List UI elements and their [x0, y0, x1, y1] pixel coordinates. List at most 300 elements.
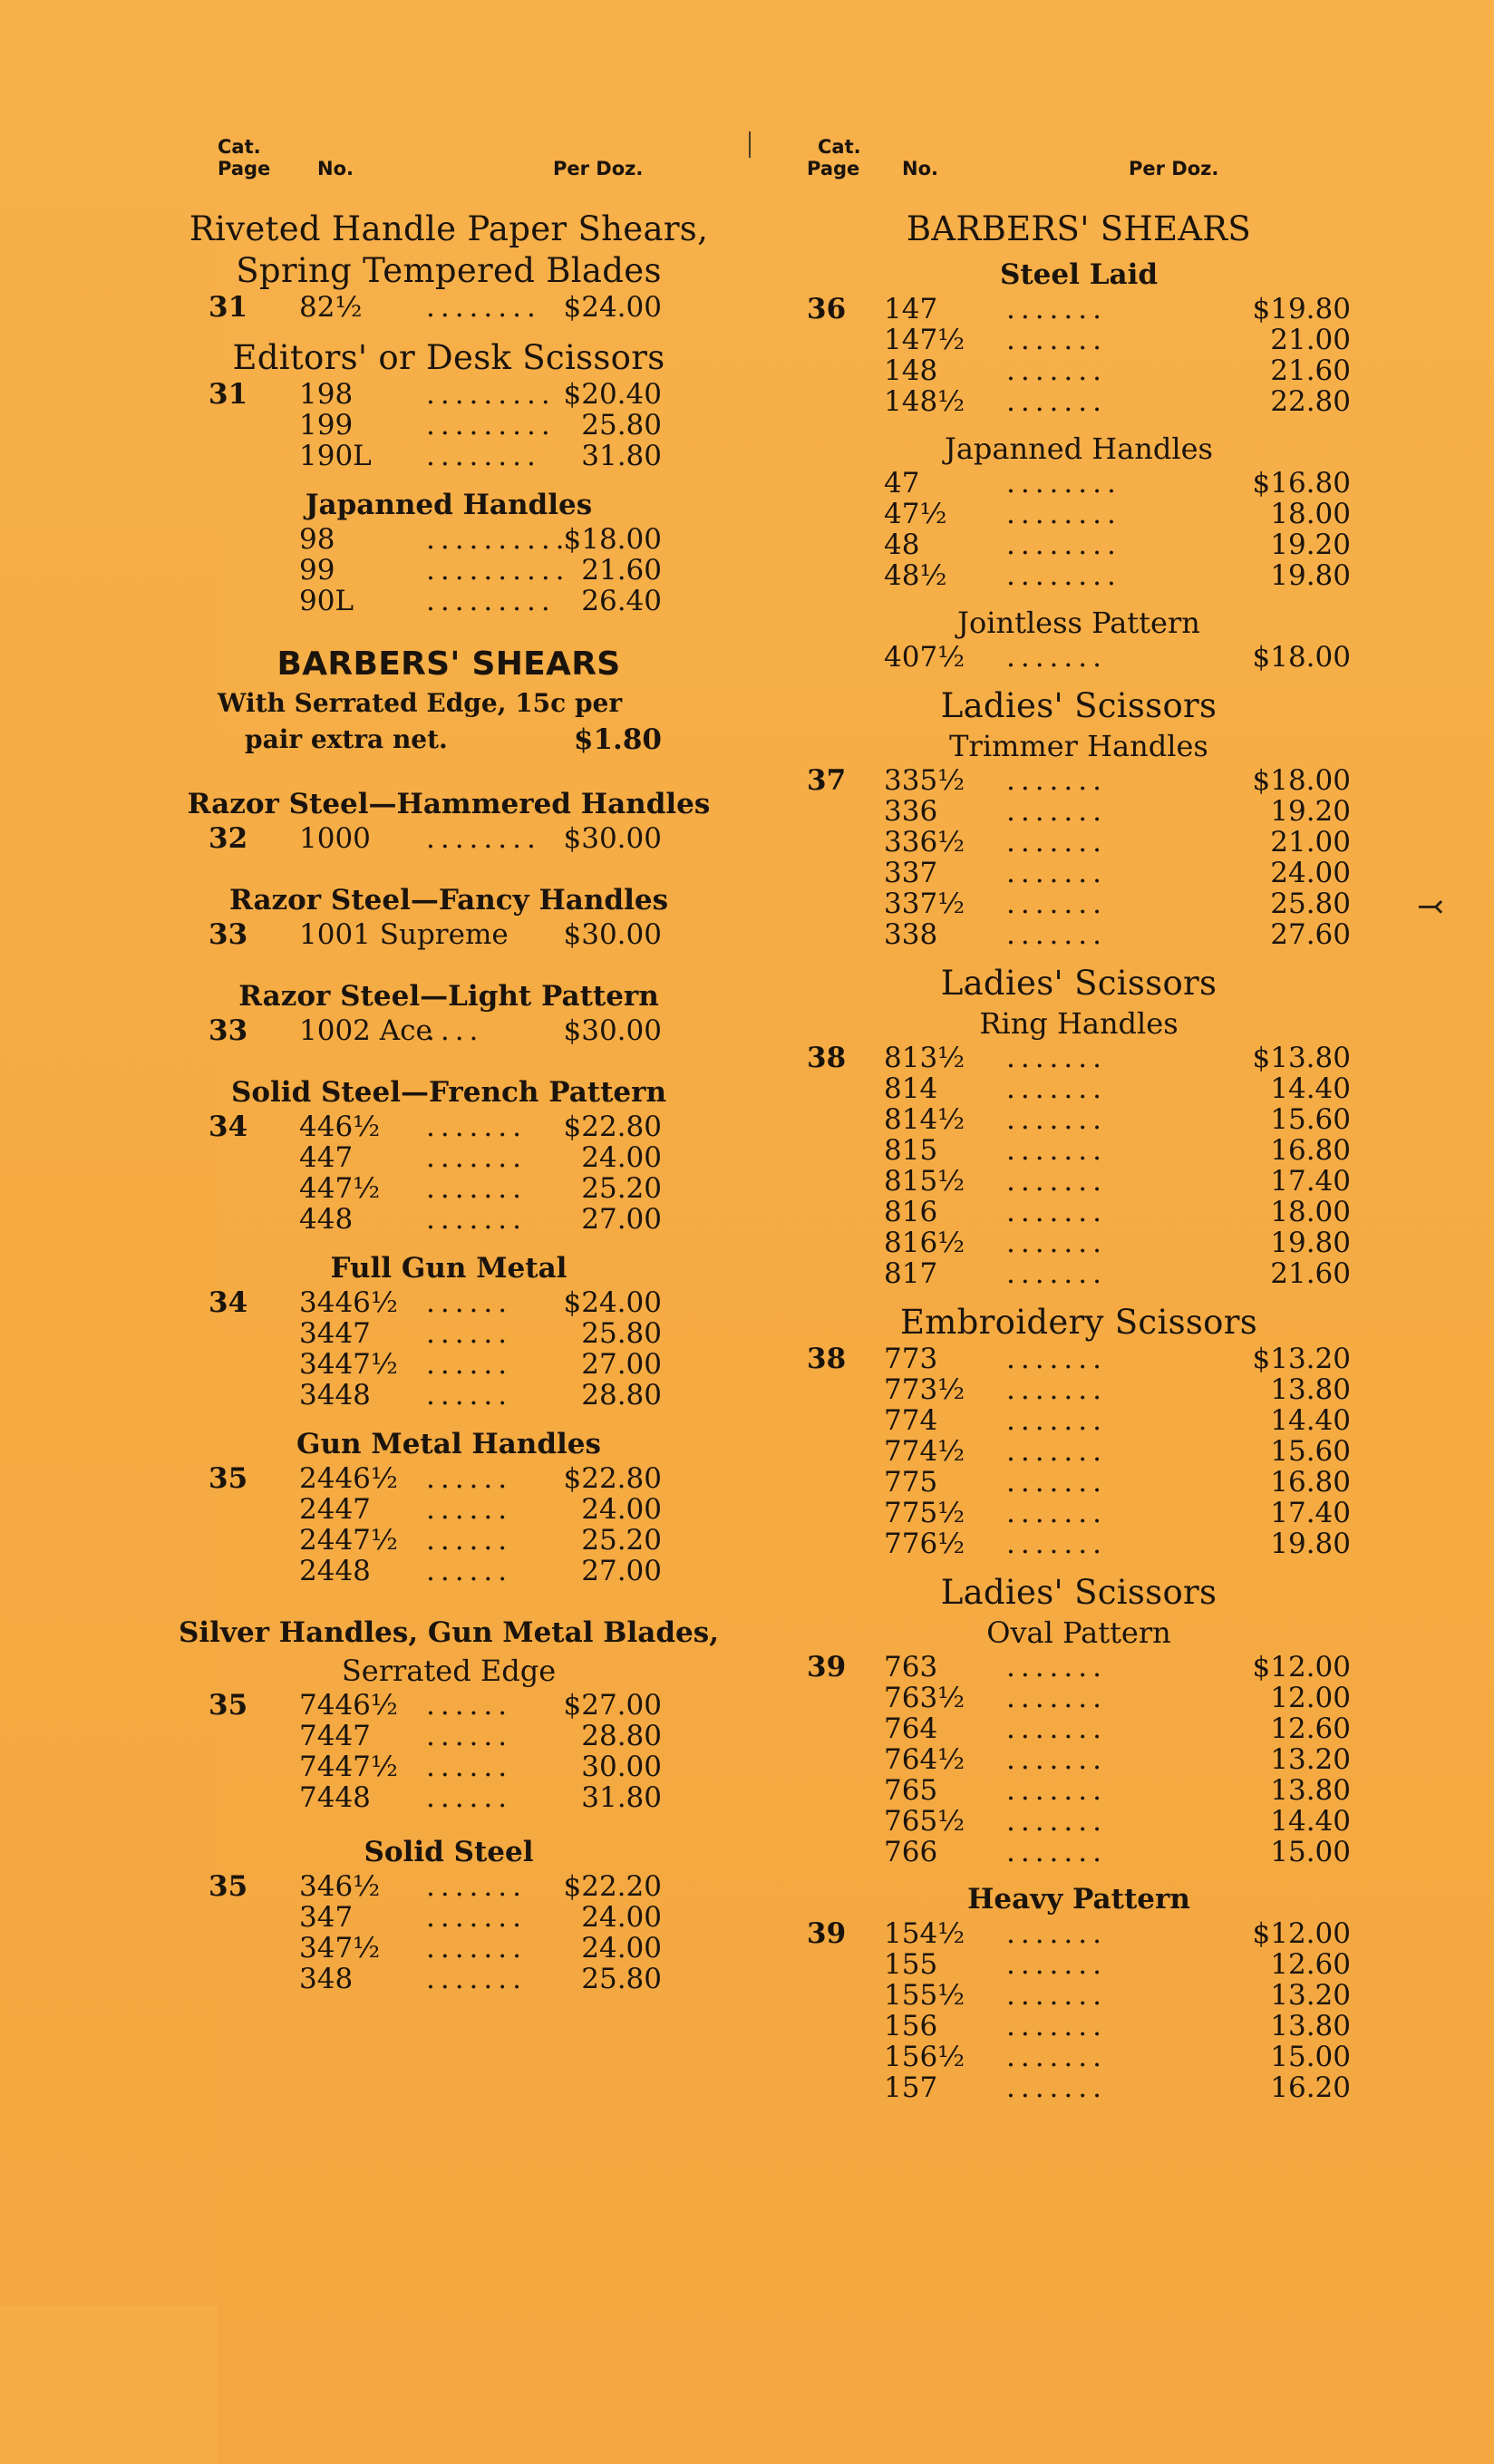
price-per-dozen: 19.80: [1270, 1227, 1351, 1259]
price-row: [807, 1498, 1351, 1528]
note-line1: With Serrated Edge, 15c per: [218, 688, 623, 718]
price-rows: [807, 642, 1351, 673]
column-header: [172, 127, 725, 199]
leader-dots: ....: [426, 1014, 484, 1047]
price-row: [807, 2072, 1351, 2103]
leader-dots: ......: [426, 1493, 513, 1526]
cat-page: 35: [209, 1870, 248, 1903]
price-per-dozen: 24.00: [581, 1901, 662, 1934]
section-embroidery: [807, 1302, 1351, 1559]
leader-dots: .......: [1006, 1435, 1107, 1468]
item-number: 335½: [884, 764, 965, 797]
leader-dots: .......: [1006, 1651, 1107, 1683]
price-row: [172, 1933, 725, 1964]
price-row: [807, 858, 1351, 888]
price-per-dozen: 24.00: [581, 1932, 662, 1964]
leader-dots: ......: [426, 1286, 513, 1319]
price-rows: [172, 1871, 725, 1994]
price-row: [807, 294, 1351, 325]
section-japanned-handles-right: [807, 430, 1351, 591]
item-number: 7447: [299, 1720, 371, 1752]
price-row: [172, 524, 725, 555]
price-per-dozen: 12.60: [1270, 1712, 1351, 1745]
price-per-dozen: 19.20: [1270, 529, 1351, 561]
price-per-dozen: $18.00: [563, 523, 662, 556]
item-number: 775½: [884, 1497, 965, 1529]
leader-dots: .......: [1006, 1497, 1107, 1529]
price-per-dozen: 12.00: [1270, 1682, 1351, 1714]
header-per-doz: Per Doz.: [1129, 158, 1219, 179]
item-number: 446½: [299, 1111, 381, 1143]
item-number: 346½: [299, 1870, 381, 1903]
price-per-dozen: 21.60: [581, 554, 662, 587]
section-razor-light: [172, 977, 725, 1046]
leader-dots: .......: [1006, 1917, 1107, 1950]
price-row: [172, 1721, 725, 1751]
leader-dots: .......: [1006, 1196, 1107, 1228]
price-row: [172, 919, 725, 950]
note-line2-text: pair extra net.: [245, 724, 448, 754]
price-row: [172, 379, 725, 410]
item-number: 3448: [299, 1379, 371, 1411]
price-row: [172, 1111, 725, 1142]
leader-dots: .......: [1006, 1165, 1107, 1198]
price-rows: [172, 1111, 725, 1235]
item-number: 407½: [884, 641, 965, 674]
item-number: 155½: [884, 1979, 965, 2012]
price-row: [172, 1287, 725, 1318]
price-row: [807, 1528, 1351, 1559]
item-number: 1001 Supreme: [299, 918, 509, 951]
cat-page: 36: [807, 293, 847, 325]
section-solid-steel: [172, 1833, 725, 1994]
price-row: [172, 1142, 725, 1173]
item-number: 817: [884, 1257, 938, 1290]
item-number: 48: [884, 529, 920, 561]
note-line2: [172, 722, 725, 758]
item-number: 773½: [884, 1373, 965, 1406]
section-riveted-shears: [172, 209, 725, 323]
price-row: [172, 1782, 725, 1813]
item-number: 2447½: [299, 1524, 398, 1557]
item-number: 775: [884, 1466, 938, 1499]
price-per-dozen: 24.00: [581, 1493, 662, 1526]
item-number: 337: [884, 857, 938, 889]
price-row: [172, 1871, 725, 1902]
section-jointless: [807, 604, 1351, 673]
cat-page: 34: [209, 1286, 248, 1319]
item-number: 3447½: [299, 1348, 398, 1381]
item-number: 815½: [884, 1165, 965, 1198]
price-per-dozen: 19.80: [1270, 559, 1351, 592]
section-razor-hammered: [172, 785, 725, 854]
price-per-dozen: $24.00: [563, 1286, 662, 1319]
leader-dots: .......: [426, 1141, 527, 1174]
price-row: [807, 1713, 1351, 1744]
price-per-dozen: 18.00: [1270, 498, 1351, 530]
item-number: 2447: [299, 1493, 371, 1526]
price-row: [807, 468, 1351, 499]
leader-dots: .......: [1006, 857, 1107, 889]
price-row: [807, 765, 1351, 796]
leader-dots: .......: [1006, 1743, 1107, 1776]
price-rows: [172, 1463, 725, 1586]
leader-dots: .......: [1006, 1042, 1107, 1074]
leader-dots: ........: [1006, 529, 1121, 561]
price-rows: [807, 765, 1351, 950]
price-per-dozen: 19.80: [1270, 1528, 1351, 1560]
item-number: 90L: [299, 585, 354, 617]
item-number: 447: [299, 1141, 354, 1174]
price-row: [807, 1405, 1351, 1436]
leader-dots: .......: [1006, 1072, 1107, 1105]
item-number: 82½: [299, 291, 363, 324]
section-title: BARBERS' SHEARS: [906, 209, 1252, 248]
price-per-dozen: 27.60: [1270, 918, 1351, 951]
section-ladies-oval: [807, 1572, 1351, 1867]
leader-dots: ..........: [426, 523, 570, 556]
cat-page: 32: [209, 822, 248, 855]
price-per-dozen: $22.80: [563, 1462, 662, 1495]
leader-dots: .......: [1006, 1979, 1107, 2012]
item-number: 773: [884, 1343, 938, 1375]
section-heavy-pattern: [807, 1880, 1351, 2103]
price-row: [172, 1525, 725, 1556]
item-number: 814: [884, 1072, 938, 1105]
price-per-dozen: 16.80: [1270, 1134, 1351, 1167]
price-rows: [807, 294, 1351, 417]
section-title: Solid Steel: [364, 1836, 534, 1868]
leader-dots: .......: [1006, 1805, 1107, 1838]
leader-dots: ........: [426, 822, 541, 855]
cat-page: 38: [807, 1343, 847, 1375]
price-per-dozen: 13.20: [1270, 1979, 1351, 2012]
item-number: 815: [884, 1134, 938, 1167]
leader-dots: .......: [1006, 324, 1107, 356]
cat-page: 31: [209, 378, 248, 411]
price-row: [172, 586, 725, 616]
item-number: 48½: [884, 559, 947, 592]
leader-dots: .......: [1006, 1774, 1107, 1807]
price-row: [172, 1964, 725, 1994]
header-cat: Cat.: [818, 136, 861, 158]
cat-page: 33: [209, 1014, 248, 1047]
leader-dots: ......: [426, 1379, 513, 1411]
section-title-line2: Serrated Edge: [341, 1654, 557, 1688]
price-row: [172, 292, 725, 323]
price-per-dozen: 25.20: [581, 1172, 662, 1205]
price-row: [807, 1467, 1351, 1498]
price-per-dozen: 31.80: [581, 440, 662, 472]
leader-dots: .......: [1006, 1404, 1107, 1437]
price-row: [807, 1258, 1351, 1289]
price-rows: [172, 524, 725, 616]
section-ladies-trimmer: [807, 685, 1351, 950]
price-row: [807, 1949, 1351, 1980]
item-number: 348: [299, 1963, 354, 1995]
item-number: 198: [299, 378, 354, 411]
price-per-dozen: 21.60: [1270, 354, 1351, 387]
item-number: 148½: [884, 385, 965, 418]
leader-dots: .......: [1006, 1257, 1107, 1290]
section-subtitle: Ring Handles: [979, 1006, 1179, 1041]
cat-page: 39: [807, 1917, 847, 1950]
cat-page: 35: [209, 1462, 248, 1495]
leader-dots: ......: [426, 1689, 513, 1722]
price-per-dozen: $13.20: [1252, 1343, 1351, 1375]
leader-dots: .......: [1006, 888, 1107, 920]
section-title: Ladies' Scissors: [940, 1573, 1218, 1612]
section-title: Razor Steel—Fancy Handles: [228, 884, 669, 917]
price-per-dozen: $18.00: [1252, 641, 1351, 674]
header-page: Page: [218, 158, 1494, 2464]
header-page: Page: [807, 158, 1494, 2464]
item-number: 147: [884, 293, 938, 325]
price-per-dozen: 24.00: [1270, 857, 1351, 889]
price-row: [172, 1902, 725, 1933]
price-rows: [807, 1043, 1351, 1289]
price-per-dozen: $22.80: [563, 1111, 662, 1143]
item-number: 2448: [299, 1555, 371, 1587]
price-row: [807, 529, 1351, 560]
item-number: 337½: [884, 888, 965, 920]
leader-dots: ........: [1006, 498, 1121, 530]
item-number: 1002 Ace: [299, 1014, 432, 1047]
price-row: [807, 2042, 1351, 2072]
price-per-dozen: $30.00: [563, 822, 662, 855]
price-row: [807, 1073, 1351, 1104]
price-rows: [172, 292, 725, 323]
leader-dots: .......: [1006, 1836, 1107, 1868]
section-title: Japanned Handles: [945, 432, 1213, 466]
price-row: [172, 1751, 725, 1782]
price-row: [172, 1318, 725, 1349]
price-row: [807, 919, 1351, 950]
section-title: Japanned Handles: [305, 489, 593, 521]
price-rows: [807, 1344, 1351, 1559]
leader-dots: ......: [426, 1317, 513, 1350]
item-number: 813½: [884, 1042, 965, 1074]
leader-dots: .......: [1006, 2071, 1107, 2104]
price-per-dozen: 21.60: [1270, 1257, 1351, 1290]
cat-page: 31: [209, 291, 248, 324]
price-row: [172, 555, 725, 586]
price-row: [807, 1344, 1351, 1374]
price-per-dozen: 13.80: [1270, 2010, 1351, 2042]
section-title: Full Gun Metal: [330, 1252, 568, 1285]
price-row: [807, 1197, 1351, 1227]
price-row: [807, 796, 1351, 827]
price-rows: [172, 379, 725, 471]
price-row: [807, 1652, 1351, 1683]
price-per-dozen: 18.00: [1270, 1196, 1351, 1228]
item-number: 47: [884, 467, 920, 500]
item-number: 448: [299, 1203, 354, 1236]
leader-dots: .......: [1006, 2010, 1107, 2042]
price-per-dozen: 27.00: [581, 1203, 662, 1236]
leader-dots: .......: [426, 1111, 527, 1143]
cat-page: 34: [209, 1111, 248, 1143]
leader-dots: .......: [1006, 1682, 1107, 1714]
item-number: 347½: [299, 1932, 381, 1964]
leader-dots: .........: [426, 378, 556, 411]
leader-dots: .......: [1006, 1466, 1107, 1499]
price-per-dozen: 17.40: [1270, 1165, 1351, 1198]
item-number: 766: [884, 1836, 938, 1868]
leader-dots: .......: [1006, 1134, 1107, 1167]
cat-page: 38: [807, 1042, 847, 1074]
section-title-line2: Spring Tempered Blades: [236, 251, 662, 290]
leader-dots: .......: [1006, 385, 1107, 418]
item-number: 447½: [299, 1172, 381, 1205]
price-row: [807, 1227, 1351, 1258]
price-row: [807, 1980, 1351, 2011]
price-row: [172, 1349, 725, 1380]
price-row: [807, 1135, 1351, 1166]
price-per-dozen: 19.20: [1270, 795, 1351, 828]
price-row: [172, 441, 725, 471]
price-row: [172, 823, 725, 854]
leader-dots: ......: [426, 1462, 513, 1495]
item-number: 763½: [884, 1682, 965, 1714]
item-number: 156½: [884, 2041, 965, 2073]
price-row: [807, 1744, 1351, 1775]
leader-dots: ......: [426, 1555, 513, 1587]
leader-dots: .......: [1006, 826, 1107, 859]
price-row: [807, 1837, 1351, 1867]
price-per-dozen: $18.00: [1252, 764, 1351, 797]
item-number: 338: [884, 918, 938, 951]
price-per-dozen: $20.40: [563, 378, 662, 411]
price-per-dozen: 21.00: [1270, 324, 1351, 356]
item-number: 7446½: [299, 1689, 398, 1722]
price-row: [807, 499, 1351, 529]
left-column: [172, 127, 725, 1994]
price-row: [807, 827, 1351, 858]
leader-dots: ........: [1006, 467, 1121, 500]
price-per-dozen: 15.60: [1270, 1103, 1351, 1136]
price-per-dozen: 22.80: [1270, 385, 1351, 418]
cat-page: 33: [209, 918, 248, 951]
leader-dots: .......: [426, 1901, 527, 1934]
leader-dots: ......: [426, 1524, 513, 1557]
price-row: [807, 642, 1351, 673]
section-razor-fancy: [172, 881, 725, 950]
price-per-dozen: 25.80: [581, 1963, 662, 1995]
leader-dots: .......: [1006, 1948, 1107, 1981]
price-rows: [807, 468, 1351, 591]
leader-dots: .......: [426, 1932, 527, 1964]
price-per-dozen: 26.40: [581, 585, 662, 617]
price-row: [172, 1556, 725, 1586]
price-per-dozen: 13.80: [1270, 1373, 1351, 1406]
price-per-dozen: 14.40: [1270, 1805, 1351, 1838]
item-number: 774: [884, 1404, 938, 1437]
price-row: [172, 1015, 725, 1046]
price-row: [807, 1806, 1351, 1837]
price-row: [807, 560, 1351, 591]
price-row: [807, 2011, 1351, 2042]
price-rows: [172, 823, 725, 854]
leader-dots: .........: [426, 585, 556, 617]
price-per-dozen: 14.40: [1270, 1072, 1351, 1105]
section-title: BARBERS' SHEARS: [276, 645, 621, 683]
leader-dots: ......: [426, 1720, 513, 1752]
leader-dots: ........: [426, 291, 541, 324]
section-title: Razor Steel—Hammered Handles: [187, 788, 711, 820]
leader-dots: .......: [1006, 1373, 1107, 1406]
item-number: 154½: [884, 1917, 965, 1950]
leader-dots: .......: [426, 1203, 527, 1236]
price-row: [807, 1104, 1351, 1135]
item-number: 199: [299, 409, 354, 441]
item-number: 190L: [299, 440, 372, 472]
price-per-dozen: 25.80: [581, 1317, 662, 1350]
item-number: 764: [884, 1712, 938, 1745]
leader-dots: .......: [426, 1870, 527, 1903]
header-cat: Cat.: [218, 136, 261, 158]
price-row: [172, 410, 725, 441]
column-header: [807, 127, 1351, 199]
price-row: [172, 1380, 725, 1411]
price-per-dozen: 25.80: [581, 409, 662, 441]
price-rows: [172, 919, 725, 950]
price-per-dozen: 24.00: [581, 1141, 662, 1174]
price-per-dozen: $19.80: [1252, 293, 1351, 325]
item-number: 148: [884, 354, 938, 387]
price-per-dozen: 14.40: [1270, 1404, 1351, 1437]
item-number: 155: [884, 1948, 938, 1981]
price-per-dozen: 25.80: [1270, 888, 1351, 920]
item-number: 3446½: [299, 1286, 398, 1319]
price-row: [172, 1173, 725, 1204]
section-title: Razor Steel—Light Pattern: [238, 980, 659, 1013]
leader-dots: .......: [1006, 1528, 1107, 1560]
item-number: 156: [884, 2010, 938, 2042]
leader-dots: .......: [1006, 354, 1107, 387]
price-per-dozen: $22.20: [563, 1870, 662, 1903]
section-title: Solid Steel—French Pattern: [230, 1076, 667, 1109]
item-number: 774½: [884, 1435, 965, 1468]
item-number: 98: [299, 523, 335, 556]
section-title: Riveted Handle Paper Shears,: [189, 209, 709, 248]
price-row: [807, 1683, 1351, 1713]
price-row: [807, 888, 1351, 919]
price-per-dozen: 27.00: [581, 1555, 662, 1587]
item-number: 7448: [299, 1781, 371, 1814]
price-per-dozen: $24.00: [563, 291, 662, 324]
price-row: [172, 1463, 725, 1494]
price-row: [172, 1204, 725, 1235]
price-row: [172, 1690, 725, 1721]
leader-dots: .......: [1006, 1103, 1107, 1136]
price-per-dozen: 12.60: [1270, 1948, 1351, 1981]
price-rows: [172, 1015, 725, 1046]
section-japanned-handles: [172, 486, 725, 616]
leader-dots: .......: [1006, 795, 1107, 828]
leader-dots: ......: [426, 1348, 513, 1381]
price-per-dozen: 21.00: [1270, 826, 1351, 859]
price-per-dozen: 15.60: [1270, 1435, 1351, 1468]
leader-dots: .......: [1006, 1712, 1107, 1745]
cat-page: 37: [807, 764, 847, 797]
leader-dots: .......: [426, 1963, 527, 1995]
section-title: Editors' or Desk Scissors: [232, 338, 665, 377]
section-title: Ladies' Scissors: [940, 964, 1218, 1003]
section-gun-metal-handles: [172, 1425, 725, 1586]
item-number: 816: [884, 1196, 938, 1228]
section-editors-scissors: [172, 337, 725, 471]
